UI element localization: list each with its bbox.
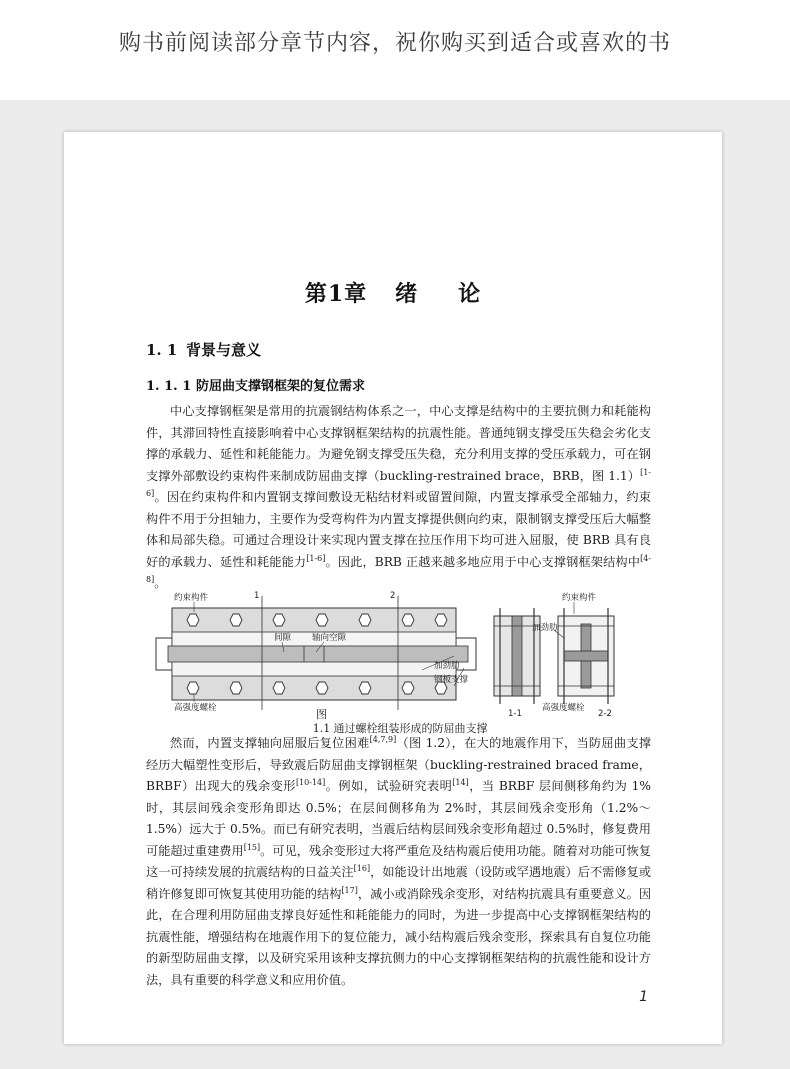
- chapter-word-2: 论: [458, 281, 482, 307]
- p2-ref-2: [10-14]: [295, 777, 326, 787]
- chapter-prefix: 第1章: [304, 281, 368, 307]
- subsection-number: 1. 1. 1: [146, 379, 192, 394]
- subsection-title: 防屈曲支撑钢框架的复位需求: [196, 379, 366, 394]
- p2-ref-4: [15]: [243, 842, 261, 852]
- section-number: 1. 1: [146, 341, 178, 359]
- p1-text-4: 。: [154, 576, 167, 590]
- chapter-title: [64, 277, 722, 308]
- figure-caption-number: 图 1.1: [312, 708, 331, 735]
- paragraph-1: [146, 401, 651, 595]
- p2-text-2: （图 1.2），在大的地震作用下，当防屈曲支撑经历大幅塑性变形后，导致震后防屈曲支撑钢框架（buckling-restrained braced frame，BRBF）出现大的残余变形: [146, 736, 652, 793]
- label-restraint-member: 约束构件: [174, 593, 209, 603]
- p1-ref-2: [1-6]: [306, 553, 326, 563]
- paragraph-2: [146, 733, 651, 991]
- elevation-view: [156, 591, 476, 713]
- p2-text-5: 。可见，残余变形过大将严重危及结构震后使用功能。随着对功能可恢复这一可持续发展的抗震结构的日益关注: [146, 843, 652, 879]
- subsection-heading: [146, 375, 365, 394]
- p1-text-2: 。因在约束构件和内置钢支撑间敷设无粘结材料或留置间隙，内置支撑承受全部轴力，约束构件不用于分担轴力，主要作为受弯构件为内置支撑提供侧向约束，限制钢支撑受压后大幅整体和局部失稳。可通过合理设计来实现内置支撑在拉压作用下均可进入屈服，使 BRB 具有良好的承载力、延性和耗能能力: [146, 490, 651, 569]
- p2-ref-3: [14]: [452, 777, 469, 787]
- p1-text-3: 。因此，BRB 正越来越多地应用于中心支撑钢框架结构中: [325, 554, 641, 569]
- brb-figure: [154, 590, 624, 718]
- book-page: [64, 132, 722, 1044]
- p2-ref-6: [17]: [341, 885, 358, 895]
- p2-text-4: ，当 BRBF 层间侧移角约为 1%时，其层间残余变形角即达 0.5%；在层间侧移角为 2%时，其层间残余变形角（1.2%～1.5%）远大于 0.5%。而已有研究表明，当震后结构层间残余变形角超过 0.5%时，修复费用可能超过重建费用: [146, 779, 652, 858]
- label-axial-gap: 轴向空隙: [312, 633, 347, 643]
- label-gap: 间隙: [274, 633, 292, 643]
- label-steel-plate-brace: 钢板支撑: [434, 675, 469, 685]
- label-hs-bolt-right: 高强度螺栓: [542, 703, 585, 713]
- section-title: 背景与意义: [186, 341, 262, 359]
- p2-ref-1: [4,7,9]: [369, 734, 397, 744]
- p2-text-6: ，如能设计出地震（设防或罕遇地震）后不需修复或稍许修复即可恢复其使用功能的结构: [146, 865, 652, 901]
- label-restraint-member-right: 约束构件: [562, 593, 597, 603]
- p2-text-3: 。例如，试验研究表明: [325, 779, 453, 793]
- cross-sections: [494, 592, 614, 718]
- page-number: 1: [639, 989, 648, 1005]
- figure-caption-text: 通过螺栓组装形成的防屈曲支撑: [333, 722, 488, 735]
- p2-text-1: 然而，内置支撑轴向屈服后复位困难: [170, 736, 370, 750]
- label-cut-1-1: 1-1: [508, 709, 522, 718]
- figure-caption: [146, 706, 651, 736]
- banner-text: 购书前阅读部分章节内容，祝你购买到适合或喜欢的书: [118, 31, 671, 56]
- p2-text-7: ，减小或消除残余变形，对结构抗震具有重要意义。因此，在合理利用防屈曲支撑良好延性和耗能能力的同时，为进一步提高中心支撑钢框架结构的抗震性能，增强结构在地震作用下的复位能力，减小结构震后残余变形，探索具有自复位功能的新型防屈曲支撑，以及研究采用该种支撑抗侧力的中心支撑钢框架结构的抗震性能和设计方法，具有重要的科学意义和应用价值。: [146, 886, 652, 987]
- label-stiffener: 加劲肋: [434, 661, 460, 671]
- p1-ref-3: [4-8]: [146, 553, 651, 584]
- label-hs-bolt: 高强度螺栓: [174, 703, 217, 713]
- p2-ref-5: [16]: [353, 863, 371, 873]
- label-stiffener-right: 加劲肋: [532, 623, 558, 633]
- p1-text-1: 中心支撑钢框架是常用的抗震钢结构体系之一，中心支撑是结构中的主要抗侧力和耗能构件，其滞回特性直接影响着中心支撑钢框架结构的抗震性能。普通纯钢支撑受压失稳会劣化支撑的承载力、延性和耗能能力。为避免钢支撑受压失稳，充分利用支撑的受压承载力，可在钢支撑外部敷设约束构件来制成防屈曲支撑（buckling-restrained brace，BRB，图 1.1）: [146, 404, 651, 483]
- top-banner: [0, 0, 790, 100]
- label-section-1: 1: [254, 591, 260, 601]
- label-section-2: 2: [390, 591, 396, 601]
- section-heading: [146, 339, 261, 360]
- chapter-word-1: 绪: [395, 281, 419, 307]
- label-cut-2-2: 2-2: [598, 709, 612, 718]
- p1-ref-1: [1-6]: [146, 467, 651, 498]
